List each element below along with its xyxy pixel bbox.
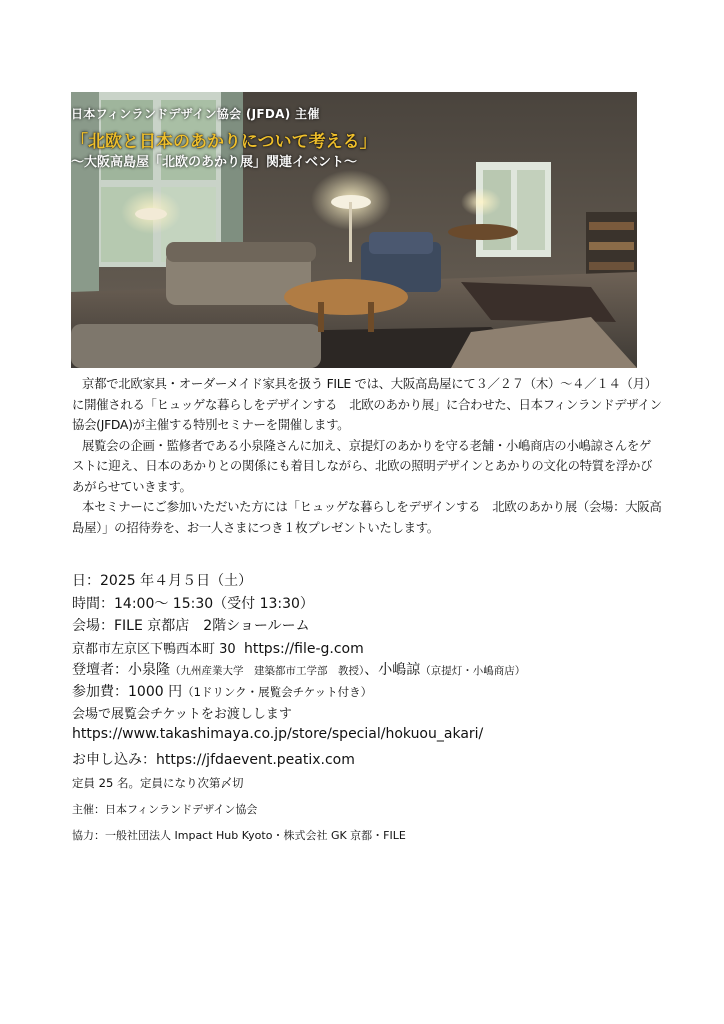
event-date: 日：2025 年４月５日（土）: [72, 573, 253, 589]
file-website-link[interactable]: https://file-g.com: [243, 641, 364, 657]
speaker-separator: 、: [364, 662, 379, 678]
event-time: 時間：14:00～ 15:30（受付 13:30）: [72, 596, 314, 612]
event-address-line: [72, 638, 364, 657]
hero-subtitle: ～大阪高島屋「北欧のあかり展」関連イベント～: [71, 155, 358, 170]
event-venue: 会場：FILE 京都店 2階ショールーム: [72, 618, 310, 634]
takashimaya-link[interactable]: https://www.takashimaya.co.jp/store/special/hokuou_akari/: [72, 726, 484, 742]
organizer: 主催：日本フィンランドデザイン協会: [72, 803, 258, 816]
speaker-1-name: 小泉隆: [128, 662, 170, 678]
capacity-note: 定員 25 名。定員になり次第〆切: [72, 776, 244, 790]
hero-title: 「北欧と日本のあかりについて考える」: [71, 132, 377, 152]
event-address: 京都市左京区下鴨西本町 30: [72, 642, 236, 657]
ticket-note: 会場で展覧会チケットをお渡しします: [72, 707, 292, 722]
apply-link[interactable]: お申し込み：https://jfdaevent.peatix.com: [72, 752, 355, 768]
speaker-2-affiliation: （京提灯・小嶋商店）: [420, 665, 526, 677]
fee-amount: 参加費：1000 円: [72, 684, 183, 700]
speakers-label: 登壇者：: [72, 662, 128, 678]
intro-paragraph-3: 本セミナーにご参加いただいた方には「ヒュッゲな暮らしをデザインする 北欧のあかり展（会場：大阪高島屋）」の招待券を、お一人さまにつき１枚プレゼントいたします。: [72, 499, 662, 535]
fee-note: （1ドリンク・展覧会チケット付き）: [182, 685, 373, 699]
intro-paragraph-2: 展覧会の企画・監修者である小泉隆さんに加え、京提灯のあかりを守る老舗・小嶋商店の小嶋諒さんをゲストに迎え、日本のあかりとの関係にも着目しながら、北欧の照明デザインとあかりの文化の特質を浮かびあがらせていきます。: [72, 437, 653, 494]
cooperation: 協力：一般社団法人 Impact Hub Kyoto・株式会社 GK 京都・FILE: [72, 829, 406, 842]
speaker-1-affiliation: （九州産業大学 建築都市工学部 教授）: [170, 665, 365, 677]
hero-image: [71, 92, 637, 368]
event-fee: [72, 681, 372, 701]
event-speakers: [72, 659, 525, 679]
intro-paragraph-1: 京都で北欧家具・オーダーメイド家具を扱う FILE では、大阪高島屋にて３／２７（木）～４／１４（月）に開催される「ヒュッゲな暮らしをデザインする 北欧のあかり展」に合わせた、日本フィンランドデザイン協会(JFDA)が主催する特別セミナーを開催します。: [72, 376, 662, 432]
speaker-2-name: 小嶋諒: [378, 662, 421, 678]
hero-organizer: 日本フィンランドデザイン協会 (JFDA) 主催: [71, 107, 320, 121]
intro-text: [72, 374, 662, 538]
